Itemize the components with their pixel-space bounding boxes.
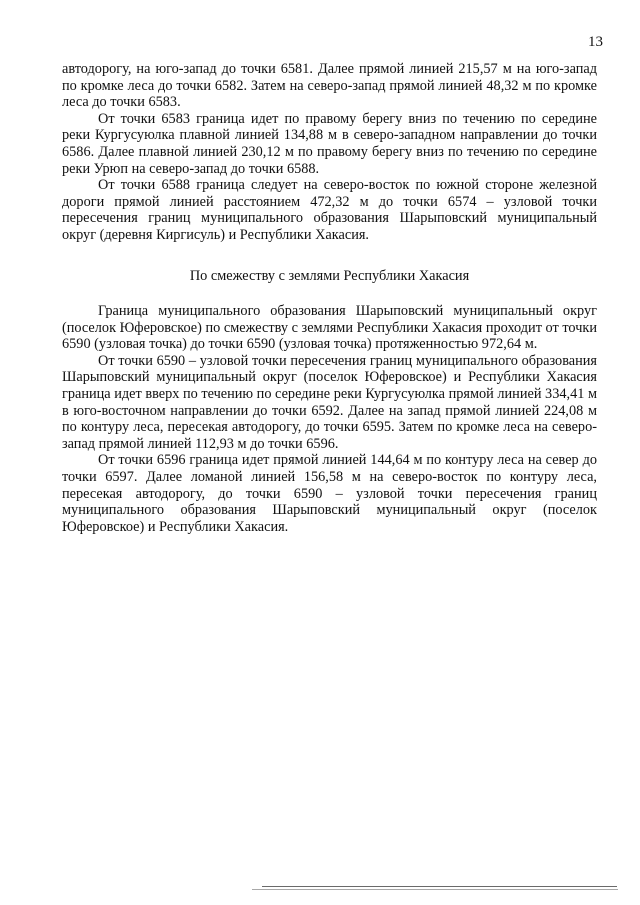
- paragraph: От точки 6583 граница идет по правому берегу вниз по течению по середине реки Кургусуюлка плавной линией 134,88 м в северо-западном направлении до точки 6586. Далее плавной линией 230,12 м по правому берегу вниз по течению по середине реки Урюп на северо-запад до точки 6588.: [62, 110, 597, 177]
- page-number: 13: [588, 34, 603, 50]
- paragraph: От точки 6596 граница идет прямой линией 144,64 м по контуру леса на север до точки 6597. Далее ломаной линией 156,58 м на северо-восток по контуру леса, пересекая автодорогу, до точки 6590 – узловой точки пересечения границ муниципального образования Шарыповский муниципальный округ (поселок Юферовское) и Республики Хакасия.: [62, 452, 597, 535]
- paragraph: Граница муниципального образования Шарыповский муниципальный округ (поселок Юферовское) по смежеству с землями Республики Хакасия проходит от точки 6590 (узловая точка) до точки 6590 (узловая точка) протяженностью 972,64 м.: [62, 303, 597, 353]
- text-block-top: [62, 61, 597, 244]
- paragraph: От точки 6590 – узловой точки пересечения границ муниципального образования Шарыповский муниципальный округ (поселок Юферовское) и Республики Хакасия граница идет вверх по течению по середине реки Кургусуюлка прямой линией 334,41 м в юго-восточном направлении до точки 6592. Далее на запад прямой линией 224,08 м по контуру леса, пересекая автодорогу, до точки 6595. Затем по кромке леса на северо-запад прямой линией 112,93 м до точки 6596.: [62, 352, 597, 452]
- section-heading: По смежеству с землями Республики Хакасия: [189, 268, 470, 284]
- footer-rule-secondary: [252, 889, 618, 890]
- paragraph: От точки 6588 граница следует на северо-восток по южной стороне железной дороги прямой линией расстоянием 472,32 м до точки 6574 – узловой точки пересечения границ муниципального образования Шарыповский муниципальный округ (деревня Киргисуль) и Республики Хакасия.: [62, 177, 597, 243]
- text-block-bottom: [62, 303, 597, 535]
- footer-rule: [262, 886, 617, 887]
- paragraph-continuation: автодорогу, на юго-запад до точки 6581. Далее прямой линией 215,57 м на юго-запад по кромке леса до точки 6582. Затем на северо-запад прямой линией 48,32 м по кромке леса до точки 6583.: [62, 61, 597, 111]
